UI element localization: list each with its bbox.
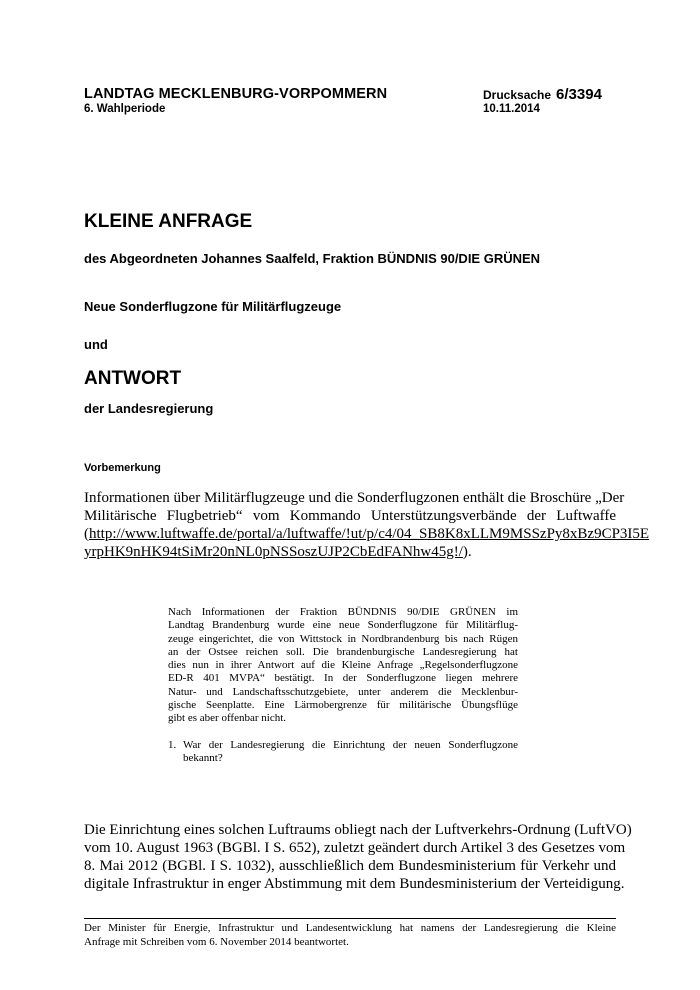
brochure-link-part2[interactable]: yrpHK9nHK94tSiMr20nNL0pNSSoszUJP2CbEdFANhw45g!/ [84,544,463,560]
preamble-line: Nach Informationen der Fraktion BÜNDNIS 90/DIE GRÜNEN im [168,606,518,618]
paragraph-line: Informationen über Militärflugzeuge und die Sonderflugzonen enthält die Broschüre „Der [84,490,625,506]
link-open-paren: ( [84,526,89,542]
footer-note [84,922,616,949]
question-line: bekannt? [183,752,223,765]
document-type-heading: KLEINE ANFRAGE [84,211,253,232]
author-line: des Abgeordneten Johannes Saalfeld, Fraktion BÜNDNIS 90/DIE GRÜNEN [84,251,541,266]
question-1 [168,739,518,766]
preamble-line: an der Ostsee reichen soll. Die brandenburgische Landesregierung hat [168,645,518,658]
preliminary-title: Vorbemerkung [84,462,161,474]
preamble-line: zeuge eingerichtet, die von Wittstock in Nordbrandenburg bis nach Rügen [168,632,518,645]
paragraph-line [84,525,650,543]
drucksache-number: 6/3394 [556,86,602,103]
footer-line: Der Minister für Energie, Infrastruktur und Landesentwicklung hat namens der Landesregierung die Kleine [84,922,616,934]
brochure-link-part1[interactable]: http://www.luftwaffe.de/portal/a/luftwaffe/!ut/p/c4/04_SB8K8xLLM9MSSzPy8xBz9CP3I5E [89,526,650,542]
election-period: 6. Wahlperiode [84,103,166,115]
preamble-line: dies nun in ihrer Antwort auf die Kleine Anfrage „Regelsonderflugzone [168,659,518,672]
preamble-line: ED-R 401 MVPA“ bestätigt. In der Sonderflugzone liegen mehrere [168,672,518,685]
answer-heading: ANTWORT [84,368,182,389]
answer-by-line: der Landesregierung [84,401,214,416]
question-number: 1. [168,739,177,751]
preamble-line: Natur- und Landschaftsschutzgebiete, unter anderem die Mecklenbur- [168,685,518,698]
question-line: War der Landesregierung die Einrichtung der neuen Sonderflugzone [183,739,518,751]
drucksache-reference [483,86,602,103]
answer-line: 8. Mai 2012 (BGBl. I S. 1032), ausschließlich dem Bundesministerium für Verkehr und [84,858,616,874]
conjunction: und [84,337,108,352]
preliminary-paragraph [84,489,650,561]
document-date: 10.11.2014 [483,103,540,115]
subject-line: Neue Sonderflugzone für Militärflugzeuge [84,299,342,314]
answer-paragraph [84,821,632,893]
preamble-line: gibt es aber offenbar nicht. [168,712,287,725]
footer-divider [84,918,616,919]
answer-line: vom 10. August 1963 (BGBl. I S. 652), zuletzt geändert durch Artikel 3 des Gesetzes vom [84,840,626,856]
parliament-name: LANDTAG MECKLENBURG-VORPOMMERN [84,86,388,102]
preamble-line: gische Seenplatte. Eine Lärmobergrenze für militärische Übungsflüge [168,699,518,712]
preamble-line: Landtag Brandenburg wurde eine neue Sonderflugzone für Militärflug- [168,619,518,632]
drucksache-label: Drucksache [483,88,552,102]
question-text [183,739,518,766]
link-close-paren: ). [462,544,472,560]
answer-line: Die Einrichtung eines solchen Luftraums obliegt nach der Luftverkehrs-Ordnung (LuftVO) [84,822,632,838]
paragraph-line [84,543,616,561]
answer-line: digitale Infrastruktur in enger Abstimmung mit dem Bundesministerium der Verteidigung. [84,876,625,892]
question-preamble [168,606,518,726]
footer-line: Anfrage mit Schreiben vom 6. November 2014 beantwortet. [84,935,349,948]
paragraph-line: Militärische Flugbetrieb“ vom Kommando Unterstützungsverbände der Luftwaffe [84,508,616,524]
